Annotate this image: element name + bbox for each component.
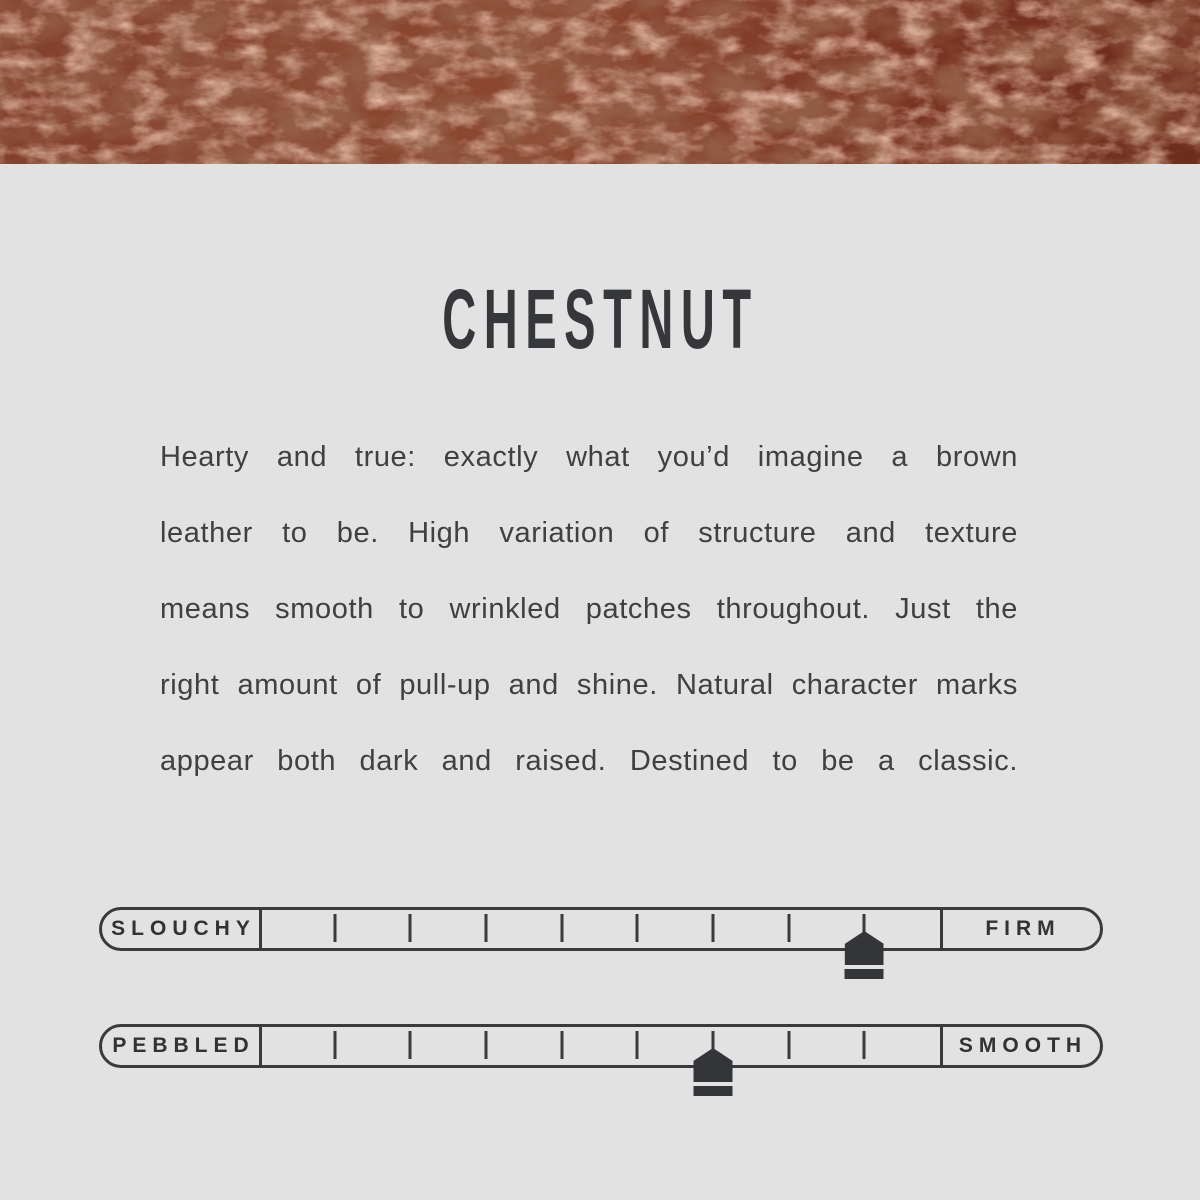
separator-line xyxy=(259,910,262,948)
tick-mark xyxy=(787,1031,790,1059)
color-name: CHESTNUT xyxy=(441,271,759,366)
slider-slouchy-firm xyxy=(99,907,1103,951)
marker-underline xyxy=(845,969,884,979)
tick-mark xyxy=(560,914,563,942)
description-line: Hearty and true: exactly what you’d imagine a brown xyxy=(160,441,1018,473)
slider-left-label: PEBBLED xyxy=(112,1034,255,1057)
leather-texture-graphic xyxy=(0,0,1200,164)
leather-swatch-image xyxy=(0,0,1200,164)
marker-underline xyxy=(694,1086,733,1096)
description-line: leather to be. High variation of structure and texture xyxy=(160,517,1018,549)
tick-mark xyxy=(485,914,488,942)
tick-mark xyxy=(636,1031,639,1059)
slider-marker xyxy=(845,931,884,979)
tick-mark xyxy=(712,914,715,942)
tick-mark xyxy=(485,1031,488,1059)
description-line: means smooth to wrinkled patches throughout. Just the xyxy=(160,593,1018,625)
marker-nib-icon xyxy=(694,1048,733,1082)
tick-mark xyxy=(787,914,790,942)
tick-mark xyxy=(409,914,412,942)
slider-left-label: SLOUCHY xyxy=(111,917,256,940)
slider-right-label: FIRM xyxy=(985,917,1061,940)
tick-mark xyxy=(333,1031,336,1059)
description-line: right amount of pull-up and shine. Natural character marks xyxy=(160,669,1018,701)
page-title xyxy=(0,271,1200,366)
separator-line xyxy=(259,1027,262,1065)
slider-right-label: SMOOTH xyxy=(958,1034,1088,1057)
tick-mark xyxy=(560,1031,563,1059)
description-line: appear both dark and raised. Destined to be a classic. xyxy=(160,745,1018,777)
tick-mark xyxy=(863,1031,866,1059)
tick-mark xyxy=(333,914,336,942)
slider-marker xyxy=(694,1048,733,1096)
slider-pebbled-smooth xyxy=(99,1024,1103,1068)
slider-track xyxy=(99,907,1103,951)
description xyxy=(160,419,1018,799)
marker-nib-icon xyxy=(845,931,884,965)
slider-track xyxy=(99,1024,1103,1068)
tick-mark xyxy=(409,1031,412,1059)
tick-mark xyxy=(636,914,639,942)
